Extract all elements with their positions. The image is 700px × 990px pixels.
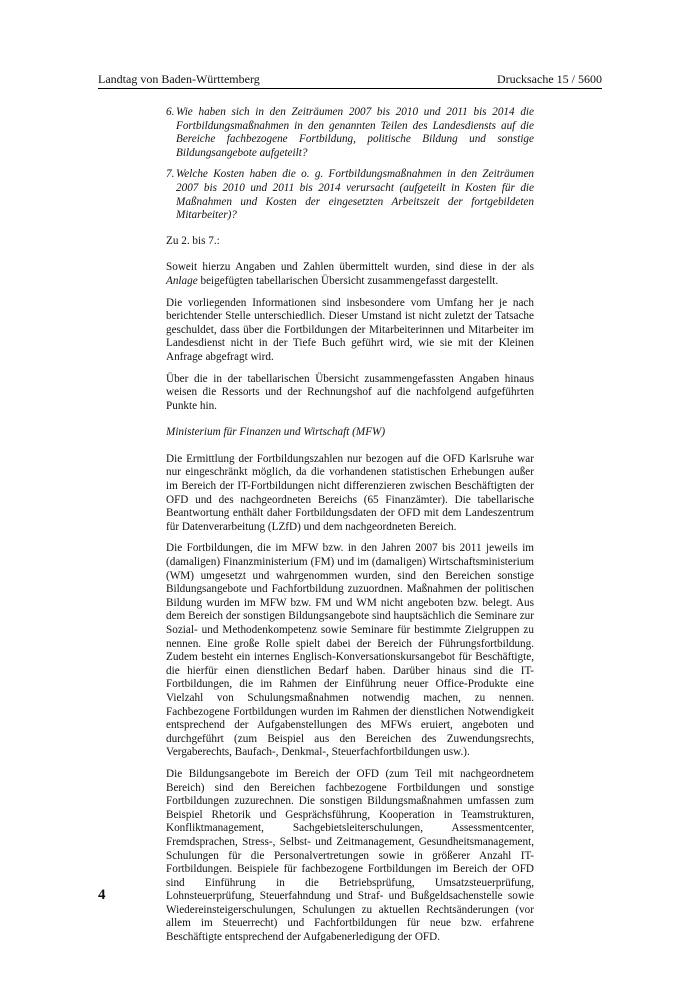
answer-heading: Zu 2. bis 7.: [166, 234, 220, 247]
document-body [166, 106, 534, 953]
body-paragraph: Die Bildungsangebote im Bereich der OFD (zum Teil mit nachgeordnetem Bereich) sind den Bereichen fachbezogene Fortbildungen und sonstige Fortbildungen zuzurechnen. Die sonstigen Bildungsmaßnahmen umfassen zum Beispiel Rhetorik und Gesprächsführung, Kooperation in Teamstrukturen, Konfliktmanagement, Sachgebietsleiterschulungen, Assessmentcenter, Fremdsprachen, Stress-, Selbst- und Zeitmanagement, Gesundheitsmanagement, Schulungen für die Personalvertretungen sowie in größerer Anzahl IT-Fortbildungen. Beispiele für fachbezogene Fortbildungen im Bereich der OFD sind Einführung in die Betriebsprüfung, Umsatzsteuerprüfung, Lohnsteuerprüfung, Steuerfahndung und Straf- und Bußgeldsachenstelle sowie Wiedereinsteigerschulungen, Schulungen zu aktuellen Rechtsänderungen (vor allem im Steuerrecht) und Fachfortbildungen für neue bzw. erfahrene Beschäftigte entsprechend der Aufgabenerledigung der OFD. [166, 767, 534, 944]
body-paragraph: Über die in der tabellarischen Übersicht zusammengefassten Angaben hinaus weisen die Ressorts und der Rechnungshof auf die nachfolgend aufgeführten Punkte hin. [166, 372, 534, 412]
page-number: 4 [98, 887, 106, 903]
header-rule [98, 88, 602, 89]
body-paragraph: Die Fortbildungen, die im MFW bzw. in den Jahren 2007 bis 2011 jeweils im (damaligen) Finanzministerium (FM) und im (damaligen) Wirtschaftsministerium (WM) umgesetzt und wahrgenommen wurden, sind den Bereichen sonstige Bildungsangebote und Fachfortbildung zuzuordnen. Maßnahmen der politischen Bildung wurden im MFW bzw. FM und WM nicht angeboten bzw. belegt. Aus dem Bereich der sonstigen Bildungsangebote sind hauptsächlich die Seminare zur Sozial- und Methodenkompetenz sowie Seminare für bestimmte Zielgruppen zu nennen. Eine große Rolle spielt dabei der Bereich der Führungsfortbildung. Zudem besteht ein internes Englisch-Konversationskursangebot für Beschäftigte, die hierfür einen dienstlichen Bedarf haben. Darüber hinaus sind die IT-Fortbildungen, die im Rahmen der Einführung neuer Office-Produkte eine Vielzahl von Schulungsmaßnahmen notwendig machen, zu nennen. Fachbezogene Fortbildungen wurden im Rahmen der dienstlichen Notwendigkeit entsprechend der Aufgabenstellungen des MFWs eruiert, angeboten und durchgeführt (zum Beispiel aus den Bereichen des Zuwendungsrechts, Vergaberechts, Baufach-, Denkmal-, Steuerfachfortbildungen usw.). [166, 542, 534, 759]
anlage-emphasis: Anlage [166, 274, 198, 287]
question-number: 7. [166, 168, 175, 181]
header-parliament: Landtag von Baden-Württemberg [98, 72, 260, 86]
section-heading-mfw: Ministerium für Finanzen und Wirtschaft (MFW) [166, 426, 386, 439]
question-7 [166, 168, 534, 222]
page-header [98, 72, 602, 87]
question-6 [166, 106, 534, 160]
intro-paragraph: Soweit hierzu Angaben und Zahlen übermittelt wurden, sind diese in der als Anlage beigefügten tabellarischen Übersicht zusammengefasst dargestellt. [166, 261, 534, 287]
body-paragraph: Die Ermittlung der Fortbildungszahlen nur bezogen auf die OFD Karlsruhe war nur eingeschränkt möglich, da die vorhandenen statistischen Erhebungen außer im Bereich der IT-Fortbildungen nicht differenzieren zwischen Beschäftigten der OFD und des nachgeordneten Bereichs (65 Finanzämter). Die tabellarische Beantwortung enthält daher Fortbildungsdaten der OFD mit dem Landeszentrum für Datenverarbeitung (LZfD) und dem nachgeordneten Bereich. [166, 452, 534, 533]
question-number: 6. [166, 106, 175, 118]
header-document-number: Drucksache 15 / 5600 [497, 72, 602, 86]
body-paragraph: Die vorliegenden Informationen sind insbesondere vom Umfang her je nach berichtender Stelle unterschiedlich. Dieser Umstand ist nicht zuletzt der Tatsache geschuldet, dass über die Fortbildungen der Mitarbeiterinnen und Mitarbeiter im Landesdienst nicht in der Tiefe Buch geführt wird, wie sie mit der Kleinen Anfrage abgefragt wird. [166, 296, 534, 363]
question-text: Welche Kosten haben die o. g. Fortbildungsmaßnahmen in den Zeiträumen 2007 bis 2010 und 2011 bis 2014 verursacht (aufgeteilt in Kosten für die Maßnahmen und Kosten der eingesetzten Arbeitszeit der fortgebildeten Mitarbeiter)? [176, 168, 534, 222]
question-text: Wie haben sich in den Zeiträumen 2007 bis 2010 und 2011 bis 2014 die Fortbildungsmaßnahmen in den genannten Teilen des Landesdiensts auf die Bereiche fachbezogene Fortbildung, politische Bildung und sonstige Bildungsangebote aufgeteilt? [176, 106, 534, 159]
